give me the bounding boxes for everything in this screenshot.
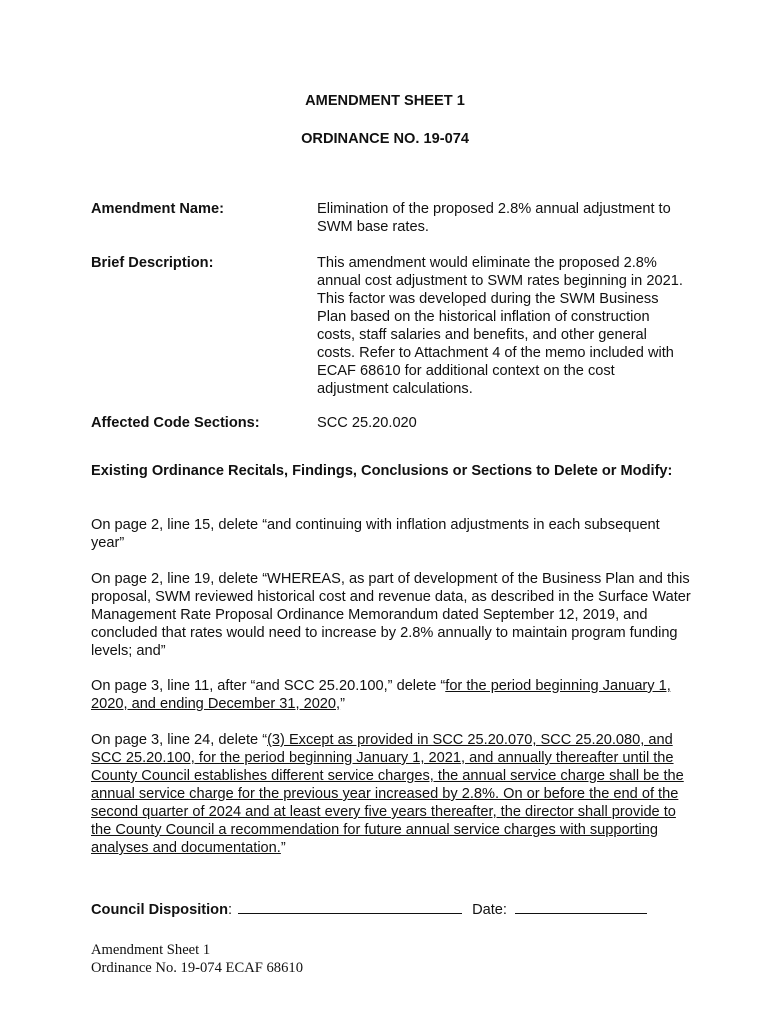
affected-code-label: Affected Code Sections: (91, 415, 260, 431)
council-disposition-blank[interactable] (238, 899, 462, 914)
paragraph-page2-line15: On page 2, line 15, delete “and continuing with inflation adjustments in each subsequent year” (91, 517, 660, 551)
council-disposition-colon: : (228, 902, 233, 918)
date-label: Date: (472, 902, 507, 918)
p3-prefix: On page 3, line 11, after “and SCC 25.20.100,” delete “ (91, 678, 446, 694)
amendment-name-label: Amendment Name: (91, 201, 224, 217)
p4-prefix: On page 3, line 24, delete “ (91, 732, 268, 748)
paragraph-page3-line24 (91, 731, 691, 857)
brief-description-label: Brief Description: (91, 255, 214, 271)
date-blank[interactable] (515, 899, 647, 914)
footer-line-1: Amendment Sheet 1 (91, 942, 211, 958)
amendment-sheet-title: AMENDMENT SHEET 1 (305, 93, 465, 109)
ordinance-number-title: ORDINANCE NO. 19-074 (301, 131, 469, 147)
p3-underlined-text: for the period beginning January 1, 2020, and ending December 31, 2020, (91, 678, 671, 712)
paragraph-page3-line11 (91, 677, 691, 713)
council-disposition-row (91, 899, 691, 919)
p4-underlined-text: (3) Except as provided in SCC 25.20.070, SCC 25.20.080, and SCC 25.20.100, for the period beginning January 1, 2021, and annually thereafter until the County Council establishes different service charges, the annual service charge shall be the annual service charge for the previous year increased by 2.8%. On or before the end of the second quarter of 2024 and at least every five years thereafter, the director shall provide to the County Council a recommendation for future annual service charges with supporting analyses and documentation. (91, 732, 684, 856)
p3-suffix: ” (340, 696, 345, 712)
paragraph-page2-line19: On page 2, line 19, delete “WHEREAS, as part of development of the Business Plan and this proposal, SWM reviewed historical cost and revenue data, as described in the Surface Water Management Rate Proposal Ordinance Memorandum dated September 12, 2019, and concluded that rates would need to increase by 2.8% annually to maintain program funding levels; and” (91, 571, 691, 659)
brief-description-value: This amendment would eliminate the proposed 2.8% annual cost adjustment to SWM rates beginning in 2021. This factor was developed during the SWM Business Plan based on the historical inflation of construction costs, staff salaries and benefits, and other general costs. Refer to Attachment 4 of the memo included with ECAF 68610 for additional context on the cost adjustment calculations. (317, 255, 683, 397)
council-disposition-label: Council Disposition (91, 902, 229, 918)
footer-line-2: Ordinance No. 19-074 ECAF 68610 (91, 960, 303, 976)
p4-suffix: ” (280, 840, 286, 856)
amendment-name-value: Elimination of the proposed 2.8% annual adjustment to SWM base rates. (317, 201, 671, 235)
affected-code-value: SCC 25.20.020 (317, 415, 417, 431)
section-heading: Existing Ordinance Recitals, Findings, Conclusions or Sections to Delete or Modify: (91, 463, 673, 479)
